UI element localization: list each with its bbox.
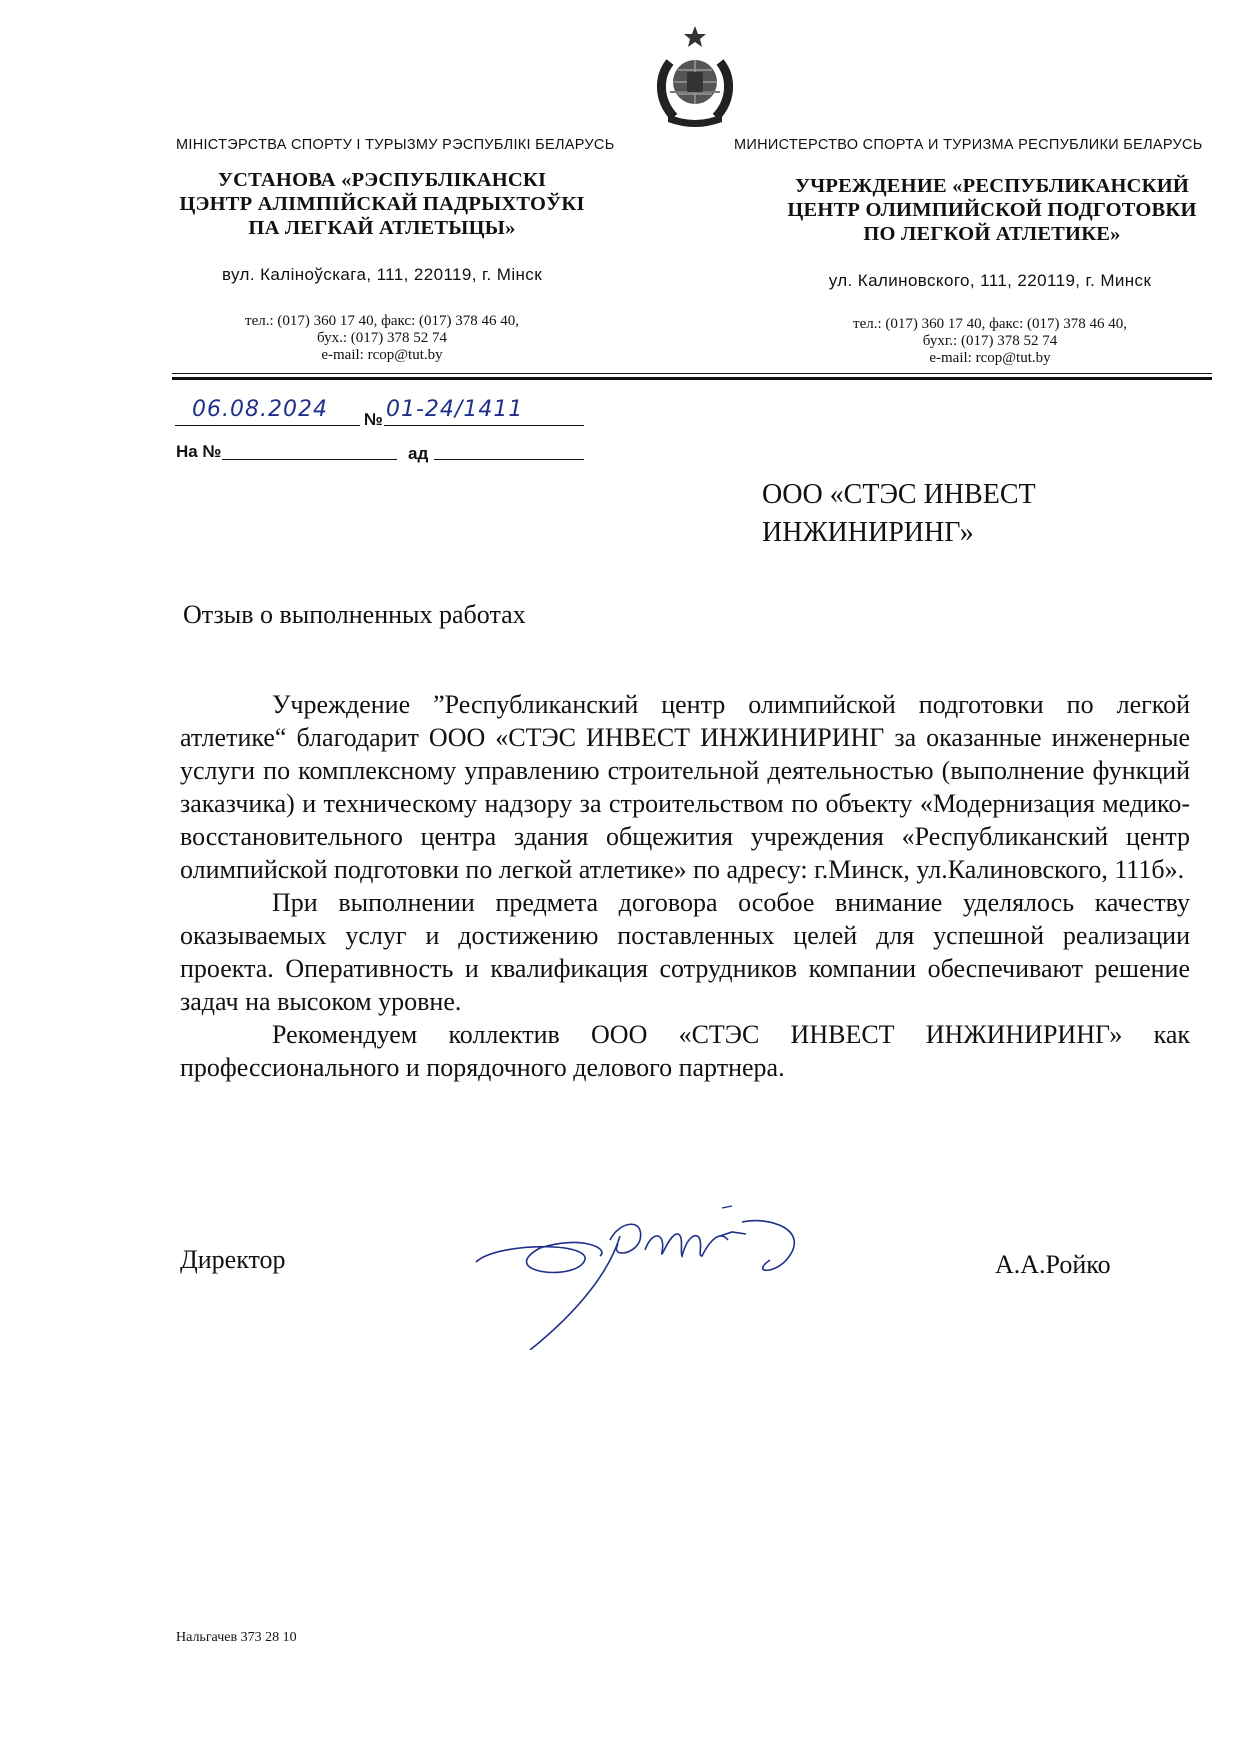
contact-line: e-mail: rcop@tut.by (321, 347, 443, 363)
contact-line: e-mail: rcop@tut.by (929, 350, 1051, 366)
institution-line: УЧРЕЖДЕНИЕ «РЕСПУБЛИКАНСКИЙ (794, 175, 1190, 197)
institution-line: ПО ЛЕГКОЙ АТЛЕТИКЕ» (863, 223, 1121, 245)
letter-subject: Отзыв о выполненных работах (183, 600, 526, 629)
body-paragraph: При выполнении предмета договора особое внимание уделялось качеству оказываемых услуг и достижению поставленных целей для успешной реализации проекта. Оперативность и квалификация сотрудников компании обеспечивают решение задач на высоком уровне. (180, 888, 1190, 1016)
institution-line: ПА ЛЕГКАЙ АТЛЕТЫЦЫ» (248, 217, 516, 239)
reply-to-label: На № (176, 442, 222, 461)
signatory-position: Директор (180, 1245, 286, 1274)
institution-name-russian (762, 174, 1222, 246)
address-belarusian: вул. Каліноўскага, 111, 220119, г. Мінск (221, 265, 543, 284)
handwritten-number: 01-24/1411 (386, 397, 524, 422)
institution-line: ЦЕНТР ОЛИМПИЙСКОЙ ПОДГОТОВКИ (787, 199, 1197, 221)
handwritten-signature (470, 1200, 870, 1350)
reply-date-underline (434, 459, 584, 460)
contact-line: бухг.: (017) 378 52 74 (922, 333, 1058, 349)
recipient-block (762, 476, 1036, 552)
contact-line: бух.: (017) 378 52 74 (317, 330, 447, 346)
header-rule-thin (172, 373, 1212, 374)
ministry-name-belarusian: МІНІСТЭРСТВА СПОРТУ І ТУРЫЗМУ РЭСПУБЛІКІ БЕЛАРУСЬ (176, 137, 615, 153)
recipient-line: ООО «СТЭС ИНВЕСТ (762, 479, 1036, 510)
signatory-name: А.А.Ройко (995, 1250, 1111, 1279)
handwritten-date: 06.08.2024 (192, 397, 328, 422)
recipient-line: ИНЖИНИРИНГ» (762, 517, 974, 548)
address-russian: ул. Калиновского, 111, 220119, г. Минск (828, 271, 1152, 290)
header-rule-thick (172, 377, 1212, 380)
contacts-russian (800, 316, 1180, 367)
body-paragraph: Учреждение ”Республиканский центр олимпийской подготовки по легкой атлетике“ благодарит ООО «СТЭС ИНВЕСТ ИНЖИНИРИНГ за оказанные инженерные услуги по комплексному управлению строительной деятельностью (выполнение функций заказчика) и техническому надзору за строительством по объекту «Модернизация медико-восстановительного центра здания общежития учреждения «Республиканский центр олимпийской подготовки по легкой атлетике» по адресу: г.Минск, ул.Калиновского, 111б». (180, 690, 1190, 884)
letter-body (180, 688, 1190, 1084)
number-underline (384, 425, 584, 426)
institution-line: УСТАНОВА «РЭСПУБЛІКАНСКІ (217, 169, 547, 191)
coat-of-arms-emblem (640, 22, 750, 132)
executor-note: Нальгачев 373 28 10 (176, 1630, 297, 1645)
contacts-belarusian (172, 313, 592, 364)
contact-line: тел.: (017) 360 17 40, факс: (017) 378 46 40, (245, 313, 519, 329)
body-paragraph: Рекомендуем коллектив ООО «СТЭС ИНВЕСТ ИНЖИНИРИНГ» как профессионального и порядочного делового партнера. (180, 1020, 1190, 1082)
number-label: № (364, 410, 383, 429)
date-underline (175, 425, 360, 426)
institution-line: ЦЭНТР АЛІМПІЙСКАЙ ПАДРЫХТОЎКІ (179, 193, 585, 215)
reply-number-underline (222, 459, 397, 460)
reply-from-label: ад (408, 444, 429, 463)
contact-line: тел.: (017) 360 17 40, факс: (017) 378 46 40, (853, 316, 1127, 332)
ministry-name-russian: МИНИСТЕРСТВО СПОРТА И ТУРИЗМА РЕСПУБЛИКИ БЕЛАРУСЬ (734, 137, 1203, 153)
institution-name-belarusian (172, 168, 592, 240)
